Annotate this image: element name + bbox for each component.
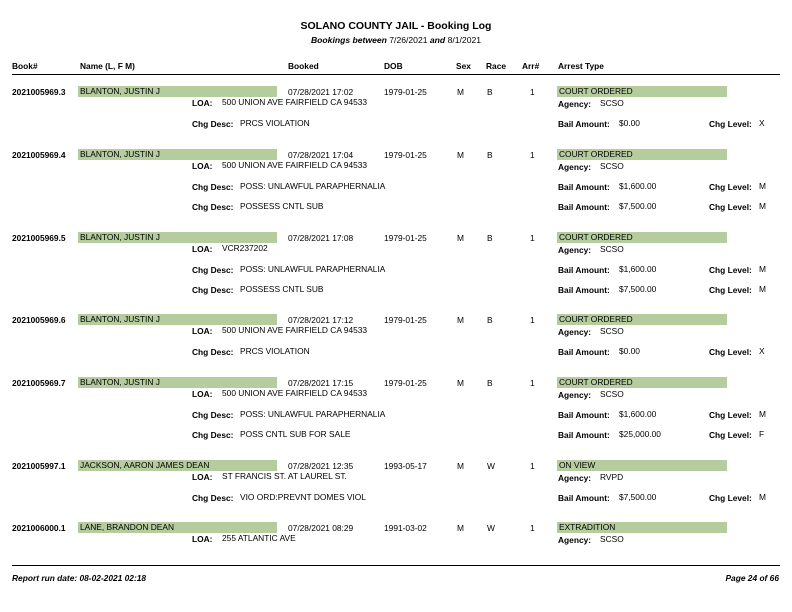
loa-label: LOA: (192, 161, 213, 171)
column-header-race: Race (486, 61, 507, 71)
race: W (487, 523, 495, 533)
charge-description: POSSESS CNTL SUB (240, 201, 324, 211)
arrest-type: COURT ORDERED (557, 149, 727, 160)
date-of-birth: 1979-01-25 (384, 315, 427, 325)
column-header-arr: Arr# (522, 61, 540, 71)
agency: SCSO (600, 534, 624, 544)
arrest-type: COURT ORDERED (557, 232, 727, 243)
charge-desc-label: Chg Desc: (192, 202, 234, 212)
charge-level: X (759, 118, 765, 128)
charge-level: M (759, 492, 766, 502)
booked-datetime: 07/28/2021 17:12 (288, 315, 354, 325)
sex: M (457, 461, 464, 471)
booked-datetime: 07/28/2021 08:29 (288, 523, 354, 533)
charge-level-label: Chg Level: (709, 410, 752, 420)
book-number: 2021005969.6 (12, 315, 66, 325)
booked-datetime: 07/28/2021 17:15 (288, 378, 354, 388)
charge-level-label: Chg Level: (709, 493, 752, 503)
loa-label: LOA: (192, 389, 213, 399)
agency-label: Agency: (558, 390, 592, 400)
agency: SCSO (600, 161, 624, 171)
charge-description: POSS: UNLAWFUL PARAPHERNALIA (240, 409, 386, 419)
arrest-number: 1 (530, 378, 535, 388)
charge-level: M (759, 409, 766, 419)
sex: M (457, 233, 464, 243)
date-of-birth: 1993-05-17 (384, 461, 427, 471)
inmate-name: BLANTON, JUSTIN J (78, 149, 277, 160)
inmate-name: LANE, BRANDON DEAN (78, 522, 277, 533)
book-number: 2021005969.3 (12, 87, 66, 97)
footer-divider (12, 565, 780, 566)
column-header-name: Name (L, F M) (80, 61, 135, 71)
bail-amount: $7,500.00 (619, 284, 657, 294)
sex: M (457, 87, 464, 97)
booking-record (0, 85, 792, 145)
charge-level: M (759, 181, 766, 191)
charge-level-label: Chg Level: (709, 347, 752, 357)
charge-level-label: Chg Level: (709, 265, 752, 275)
bail-amount: $0.00 (619, 118, 640, 128)
charge-desc-label: Chg Desc: (192, 410, 234, 420)
report-subtitle (0, 35, 792, 45)
arrest-number: 1 (530, 315, 535, 325)
bail-amount-label: Bail Amount: (558, 493, 610, 503)
inmate-name: BLANTON, JUSTIN J (78, 377, 277, 388)
location-of-arrest: 500 UNION AVE FAIRFIELD CA 94533 (222, 97, 368, 107)
sex: M (457, 150, 464, 160)
agency-label: Agency: (558, 473, 592, 483)
date-of-birth: 1979-01-25 (384, 87, 427, 97)
inmate-name: BLANTON, JUSTIN J (78, 232, 277, 243)
bail-amount-label: Bail Amount: (558, 347, 610, 357)
arrest-type: ON VIEW (557, 460, 727, 471)
agency-label: Agency: (558, 535, 592, 545)
race: B (487, 315, 493, 325)
arrest-type: COURT ORDERED (557, 377, 727, 388)
charge-level-label: Chg Level: (709, 182, 752, 192)
race: W (487, 461, 495, 471)
charge-level: F (759, 429, 765, 439)
charge-level: M (759, 264, 766, 274)
column-header-sex: Sex (456, 61, 471, 71)
bail-amount-label: Bail Amount: (558, 430, 610, 440)
subtitle-and: and (429, 35, 446, 45)
location-of-arrest: 255 ATLANTIC AVE (222, 533, 296, 543)
loa-label: LOA: (192, 98, 213, 108)
bail-amount: $25,000.00 (619, 429, 661, 439)
arrest-type: EXTRADITION (557, 522, 727, 533)
booking-record (0, 376, 792, 440)
arrest-type: COURT ORDERED (557, 86, 727, 97)
agency-label: Agency: (558, 327, 592, 337)
book-number: 2021005969.7 (12, 378, 66, 388)
book-number: 2021005969.5 (12, 233, 66, 243)
charge-level: X (759, 346, 765, 356)
column-header-arrest-type: Arrest Type (558, 61, 604, 71)
race: B (487, 378, 493, 388)
loa-label: LOA: (192, 244, 213, 254)
arrest-number: 1 (530, 150, 535, 160)
bail-amount: $7,500.00 (619, 492, 657, 502)
charge-desc-label: Chg Desc: (192, 493, 234, 503)
charge-description: POSS: UNLAWFUL PARAPHERNALIA (240, 264, 386, 274)
arrest-number: 1 (530, 87, 535, 97)
end-date: 8/1/2021 (447, 35, 482, 45)
location-of-arrest: 500 UNION AVE FAIRFIELD CA 94533 (222, 325, 368, 335)
location-of-arrest: 500 UNION AVE FAIRFIELD CA 94533 (222, 160, 368, 170)
booking-record (0, 231, 792, 295)
charge-desc-label: Chg Desc: (192, 285, 234, 295)
bail-amount-label: Bail Amount: (558, 410, 610, 420)
sex: M (457, 315, 464, 325)
bail-amount-label: Bail Amount: (558, 119, 610, 129)
bail-amount-label: Bail Amount: (558, 182, 610, 192)
booked-datetime: 07/28/2021 17:08 (288, 233, 354, 243)
bail-amount: $1,600.00 (619, 264, 657, 274)
agency: RVPD (600, 472, 624, 482)
bail-amount: $1,600.00 (619, 409, 657, 419)
agency-label: Agency: (558, 245, 592, 255)
sex: M (457, 378, 464, 388)
bail-amount-label: Bail Amount: (558, 265, 610, 275)
arrest-type: COURT ORDERED (557, 314, 727, 325)
column-header-booked: Booked (288, 61, 319, 71)
agency: SCSO (600, 326, 624, 336)
booking-record (0, 521, 792, 581)
charge-level-label: Chg Level: (709, 119, 752, 129)
charge-level-label: Chg Level: (709, 285, 752, 295)
date-of-birth: 1979-01-25 (384, 233, 427, 243)
arrest-number: 1 (530, 233, 535, 243)
charge-level-label: Chg Level: (709, 430, 752, 440)
date-of-birth: 1991-03-02 (384, 523, 427, 533)
date-of-birth: 1979-01-25 (384, 378, 427, 388)
bail-amount-label: Bail Amount: (558, 285, 610, 295)
charge-description: POSSESS CNTL SUB (240, 284, 324, 294)
date-of-birth: 1979-01-25 (384, 150, 427, 160)
book-number: 2021006000.1 (12, 523, 66, 533)
book-number: 2021005969.4 (12, 150, 66, 160)
charge-description: VIO ORD:PREVNT DOMES VIOL (240, 492, 366, 502)
charge-desc-label: Chg Desc: (192, 119, 234, 129)
charge-desc-label: Chg Desc: (192, 182, 234, 192)
arrest-number: 1 (530, 523, 535, 533)
loa-label: LOA: (192, 472, 213, 482)
inmate-name: BLANTON, JUSTIN J (78, 314, 277, 325)
booking-record (0, 459, 792, 519)
location-of-arrest: ST FRANCIS ST. AT LAUREL ST. (222, 471, 347, 481)
charge-level-label: Chg Level: (709, 202, 752, 212)
agency: SCSO (600, 98, 624, 108)
agency-label: Agency: (558, 162, 592, 172)
agency-label: Agency: (558, 99, 592, 109)
book-number: 2021005997.1 (12, 461, 66, 471)
booking-record (0, 313, 792, 373)
booked-datetime: 07/28/2021 17:04 (288, 150, 354, 160)
agency: SCSO (600, 389, 624, 399)
inmate-name: BLANTON, JUSTIN J (78, 86, 277, 97)
column-header-dob: DOB (384, 61, 403, 71)
charge-desc-label: Chg Desc: (192, 430, 234, 440)
charge-desc-label: Chg Desc: (192, 347, 234, 357)
report-run-date: Report run date: 08-02-2021 02:18 (12, 573, 147, 583)
location-of-arrest: VCR237202 (222, 243, 268, 253)
start-date: 7/26/2021 (389, 35, 428, 45)
bail-amount: $0.00 (619, 346, 640, 356)
agency: SCSO (600, 244, 624, 254)
bail-amount: $1,600.00 (619, 181, 657, 191)
booked-datetime: 07/28/2021 17:02 (288, 87, 354, 97)
charge-level: M (759, 284, 766, 294)
report-title: SOLANO COUNTY JAIL - Booking Log (300, 20, 492, 32)
bail-amount-label: Bail Amount: (558, 202, 610, 212)
booked-datetime: 07/28/2021 12:35 (288, 461, 354, 471)
arrest-number: 1 (530, 461, 535, 471)
sex: M (457, 523, 464, 533)
loa-label: LOA: (192, 534, 213, 544)
charge-desc-label: Chg Desc: (192, 265, 234, 275)
booking-record (0, 148, 792, 212)
column-header-book: Book# (12, 61, 38, 71)
race: B (487, 150, 493, 160)
charge-description: POSS CNTL SUB FOR SALE (240, 429, 351, 439)
header-divider (12, 74, 780, 75)
charge-description: POSS: UNLAWFUL PARAPHERNALIA (240, 181, 386, 191)
race: B (487, 233, 493, 243)
subtitle-prefix: Bookings between (310, 35, 387, 45)
location-of-arrest: 500 UNION AVE FAIRFIELD CA 94533 (222, 388, 368, 398)
race: B (487, 87, 493, 97)
charge-level: M (759, 201, 766, 211)
bail-amount: $7,500.00 (619, 201, 657, 211)
page-number: Page 24 of 66 (725, 573, 779, 583)
charge-description: PRCS VIOLATION (240, 346, 310, 356)
loa-label: LOA: (192, 326, 213, 336)
inmate-name: JACKSON, AARON JAMES DEAN (78, 460, 277, 471)
charge-description: PRCS VIOLATION (240, 118, 310, 128)
